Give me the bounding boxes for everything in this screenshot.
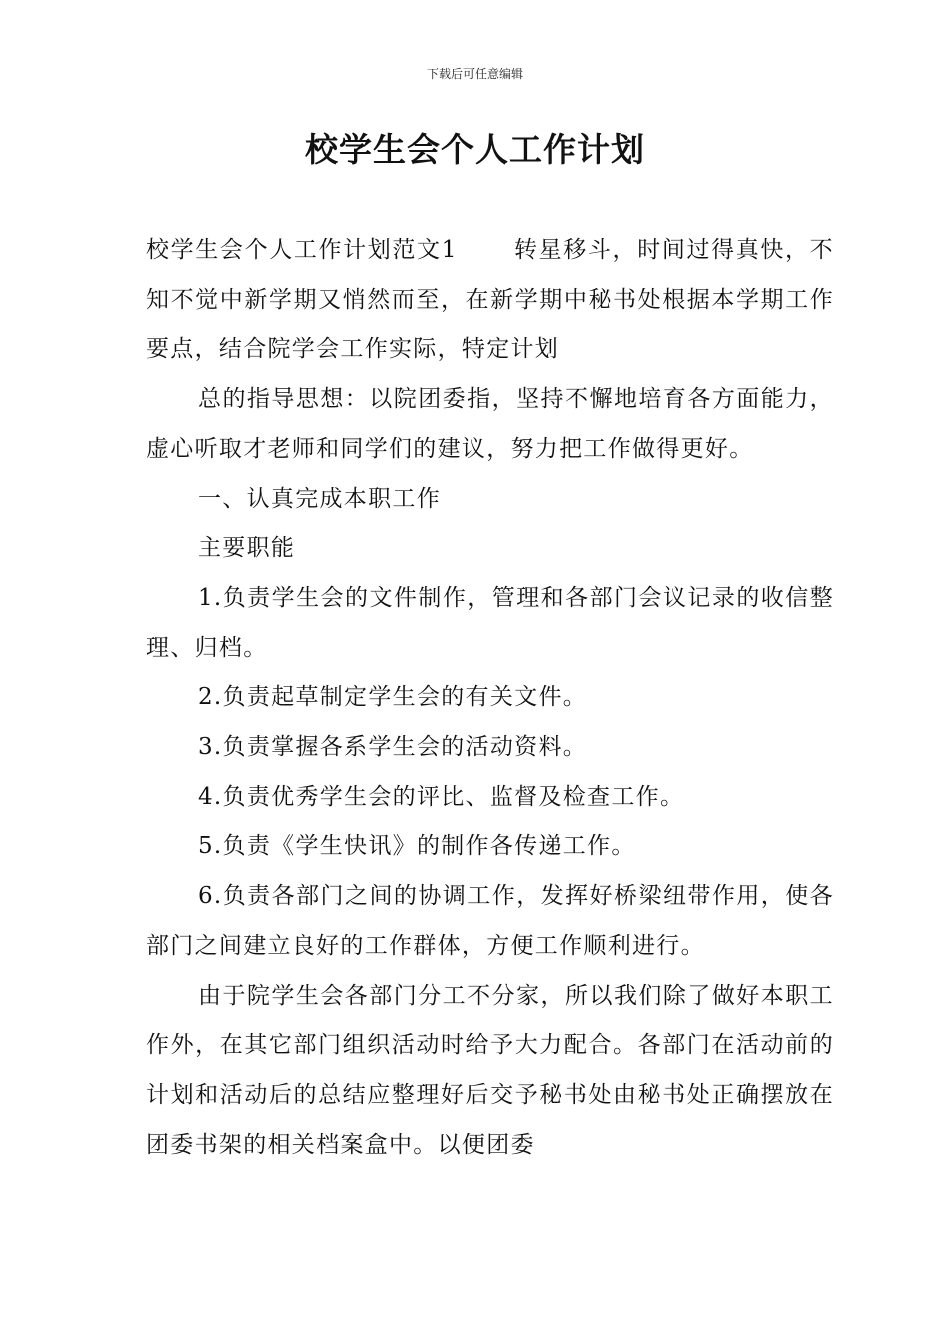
list-item-3: 3.负责掌握各系学生会的活动资料。: [198, 734, 588, 761]
paragraph-guiding-idea: 总的指导思想：以院团委指，坚持不懈地培育各方面能力，虚心听取才老师和同学们的建议，努力把工作做得更好。: [146, 386, 834, 462]
list-item-4: 4.负责优秀学生会的评比、监督及检查工作。: [198, 783, 685, 810]
paragraph-cooperation: 由于院学生会各部门分工不分家，所以我们除了做好本职工作外，在其它部门组织活动时给予大力配合。各部门在活动前的计划和活动后的总结应整理好后交予秘书处由秘书处正确摆放在团委书架的相关档案盒中。以便团委: [146, 982, 834, 1158]
list-item-5: 5.负责《学生快讯》的制作各传递工作。: [198, 833, 636, 860]
section-heading-1: 一、认真完成本职工作: [198, 485, 441, 512]
document-title: 校学生会个人工作计划: [305, 130, 645, 169]
list-item-1: 1.负责学生会的文件制作，管理和各部门会议记录的收信整理、归档。: [146, 584, 834, 661]
intro-heading-text: 校学生会个人工作计划范文1: [146, 237, 458, 263]
paragraph-intro: [146, 226, 834, 375]
subheading-main-duties: 主要职能: [198, 535, 296, 562]
list-item-6: 6.负责各部门之间的协调工作，发挥好桥梁纽带作用，使各部门之间建立良好的工作群体，方便工作顺利进行。: [146, 883, 834, 959]
header-note: 下载后可任意编辑: [426, 67, 523, 81]
list-item-2: 2.负责起草制定学生会的有关文件。: [198, 684, 588, 711]
document-body: [146, 226, 834, 1170]
intro-body-text: 转星移斗，时间过得真快，不知不觉中新学期又悄然而至，在新学期中秘书处根据本学期工作要点，结合院学会工作实际，特定计划: [146, 237, 834, 363]
